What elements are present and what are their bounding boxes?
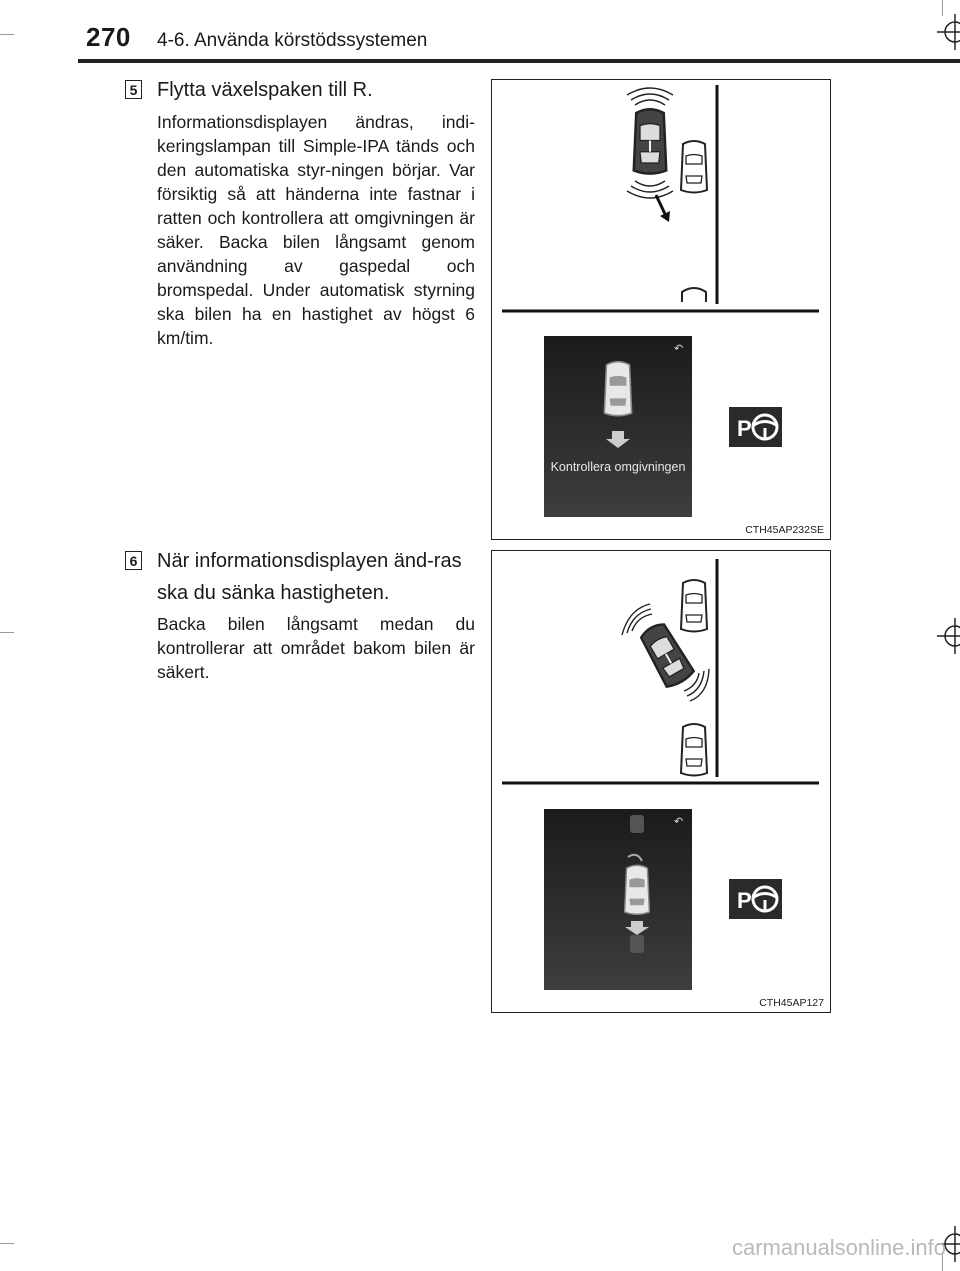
parked-car-icon [681,580,707,632]
display-parked-car-icon [630,935,644,953]
header-rule [78,59,960,63]
step-5-body: Informationsdisplayen ändras, indi-keringslampan till Simple-IPA tänds och den automatiska styr-ningen börjar. Var försiktig så att händerna inte fastnar i ratten och kontrollera att omgivningen är säker. Backa bilen långsamt genom användning av gaspedal och bromspedal. Under automatisk styrning ska bilen ha en hastighet av högst 6 km/tim. [157,112,475,348]
step-5-heading: Flytta växelspaken till R. [157,79,373,101]
parked-car-icon [682,288,706,302]
simple-ipa-indicator-icon [729,879,782,919]
parked-car-icon [681,724,707,776]
multi-info-display [544,809,692,990]
step-number-5: 5 [125,80,142,99]
back-icon: ↶ [674,342,684,355]
parked-car-icon [681,141,707,193]
step-number-6: 6 [125,551,142,570]
reverse-arrow-icon [656,195,670,222]
registration-mark [932,12,960,52]
display-parked-car-icon [630,815,644,833]
registration-mark [932,616,960,656]
indicator-letter: P [737,416,752,441]
step-6-body: Backa bilen långsamt medan du kontrollerar att området bakom bilen är säkert. [157,614,475,682]
page-number: 270 [86,22,131,52]
display-car-icon [625,865,650,914]
svg-text:P: P [737,888,752,913]
active-car-icon [634,109,667,173]
parking-diagram-step-6 [492,551,829,1011]
figure-code: CTH45AP127 [759,997,824,1009]
figure-step-5 [491,79,831,540]
back-icon: ↶ [674,815,684,828]
display-car-icon [604,362,631,416]
section-title: 4-6. Använda körstödssystemen [157,30,428,51]
display-message: Kontrollera omgivningen [550,460,686,474]
parking-diagram-step-5 [492,80,829,538]
figure-step-6 [491,550,831,1013]
watermark: carmanualsonline.info [731,1235,946,1260]
figure-code: CTH45AP232SE [745,524,824,536]
simple-ipa-indicator-icon [729,407,782,447]
step-6-heading: När informationsdisplayen änd-ras ska du sänka hastigheten. [157,550,462,604]
